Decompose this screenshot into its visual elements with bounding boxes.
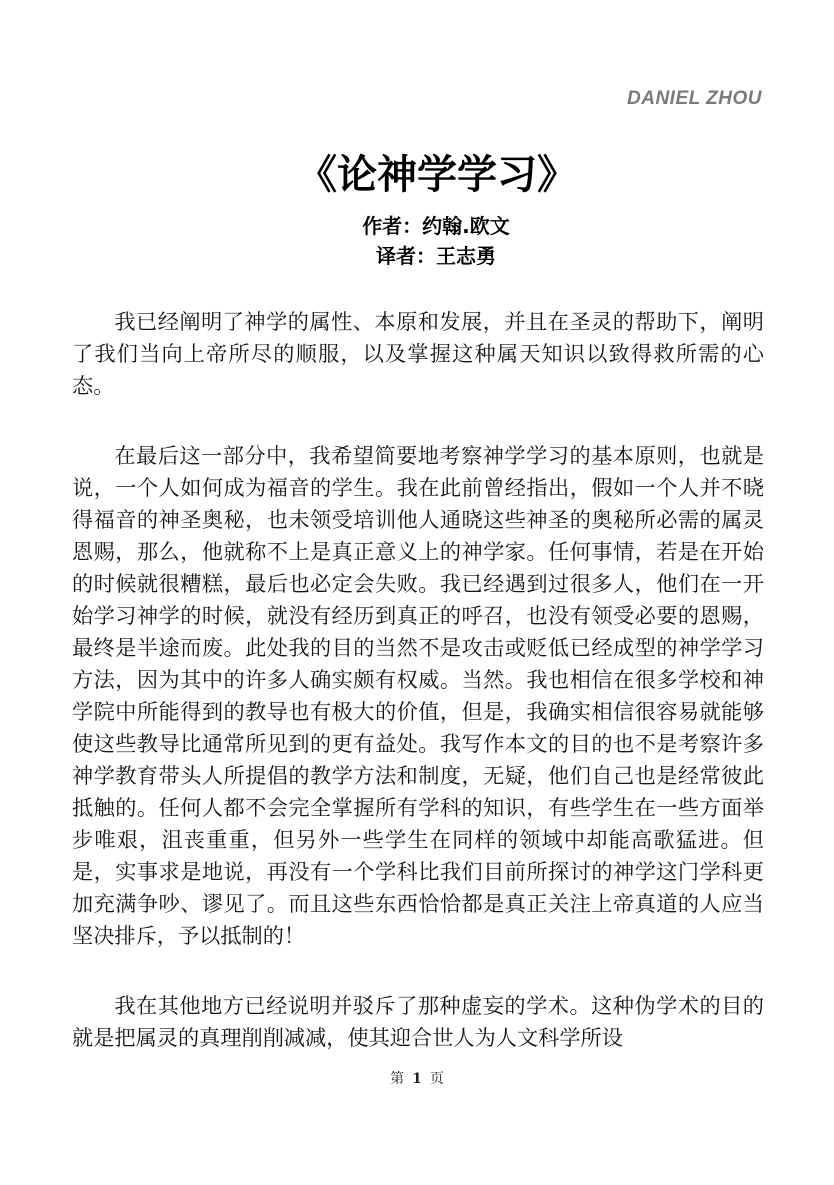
- footer-suffix: 页: [429, 1071, 444, 1087]
- footer-prefix: 第: [390, 1071, 405, 1087]
- page-footer: [0, 1068, 834, 1088]
- paragraph: 我已经阐明了神学的属性、本原和发展，并且在圣灵的帮助下，阐明了我们当向上帝所尽的顺服，以及掌握这种属天知识以致得救所需的心态。: [72, 309, 764, 398]
- paragraph: 在最后这一部分中，我希望简要地考察神学学习的基本原则，也就是说，一个人如何成为福音的学生。我在此前曾经指出，假如一个人并不晓得福音的神圣奥秘，也未领受培训他人通晓这些神圣的奥秘所必需的属灵恩赐，那么，他就称不上是真正意义上的神学家。任何事情，若是在开始的时候就很糟糕，最后也必定会失败。我已经遇到过很多人，他们在一开始学习神学的时候，就没有经历到真正的呼召，也没有领受必要的恩赐，最终是半途而废。此处我的目的当然不是攻击或贬低已经成型的神学学习方法，因为其中的许多人确实颇有权威。当然。我也相信在很多学校和神学院中所能得到的教导也有极大的价值，但是，我确实相信很容易就能够使这些教导比通常所见到的更有益处。我写作本文的目的也不是考察许多神学教育带头人所提倡的教学方法和制度，无疑，他们自己也是经常彼此抵触的。任何人都不会完全掌握所有学科的知识，有些学生在一些方面举步唯艰，沮丧重重，但另外一些学生在同样的领域中却能高歌猛进。但是，实事求是地说，再没有一个学科比我们目前所探讨的神学这门学科更加充满争吵、谬见了。而且这些东西恰恰都是真正关注上帝真道的人应当坚决排斥，予以抵制的！: [72, 443, 764, 948]
- author-line: 作者：约翰.欧文: [362, 214, 510, 238]
- page-number: 1: [412, 1071, 422, 1087]
- body-text: [72, 306, 764, 1092]
- header-author-mark: DANIEL ZHOU: [627, 88, 762, 109]
- translator-line: 译者：王志勇: [376, 244, 496, 268]
- page-title: 《论神学学习》: [297, 152, 577, 198]
- paragraph: 我在其他地方已经说明并驳斥了那种虚妄的学术。这种伪学术的目的就是把属灵的真理削削减减，使其迎合世人为人文科学所设: [72, 993, 764, 1050]
